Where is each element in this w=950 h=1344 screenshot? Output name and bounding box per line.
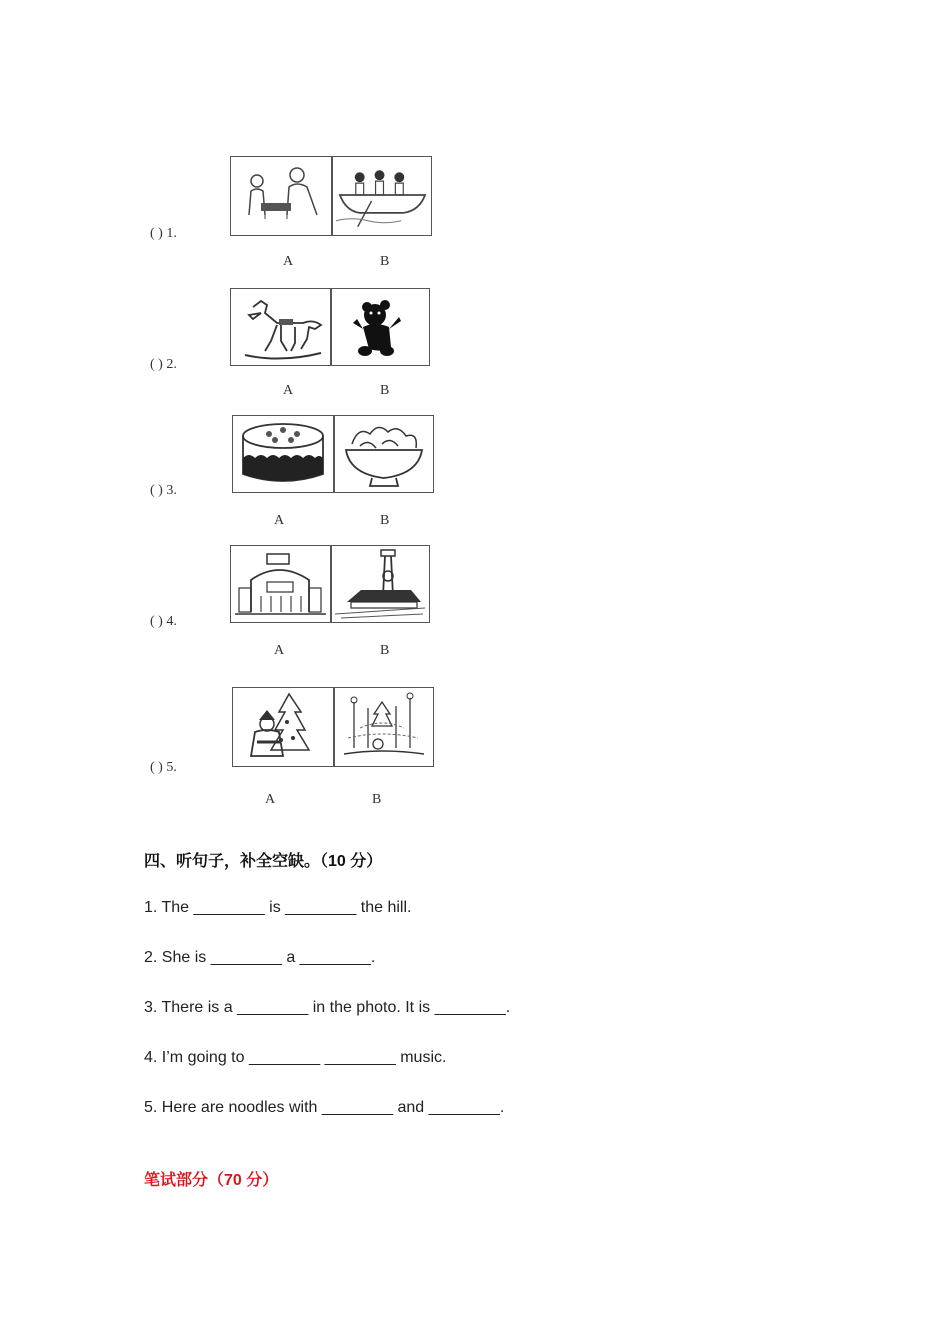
answer-blank-5[interactable]: ( ) 5.: [150, 760, 177, 775]
option-b-label-4: B: [380, 643, 390, 658]
option-a-label-5: A: [265, 792, 276, 807]
option-b-label-1: B: [380, 254, 390, 269]
answer-blank-2[interactable]: ( ) 2.: [150, 357, 177, 372]
option-b-label-2: B: [380, 383, 390, 398]
written-part-heading: 笔试部分（70 分）: [144, 1172, 279, 1189]
option-a-label-2: A: [283, 383, 294, 398]
option-b-label-5: B: [372, 792, 382, 807]
answer-blank-3[interactable]: ( ) 3.: [150, 483, 177, 498]
fill-blank-sentence-4: 4. I’m going to ________ ________ music.: [144, 1049, 447, 1066]
fill-blank-sentence-5: 5. Here are noodles with ________ and ________.: [144, 1099, 505, 1116]
cake-icon: [233, 416, 333, 492]
fill-blank-sentence-3: 3. There is a ________ in the photo. It is ________.: [144, 999, 511, 1016]
picture-box-3: [232, 415, 434, 493]
option-b-label-3: B: [380, 513, 390, 528]
tv-tower-icon: [331, 546, 429, 622]
answer-blank-1[interactable]: ( ) 1.: [150, 226, 177, 241]
christmas-decorations-icon: [334, 688, 433, 766]
rowing-boat-icon: [332, 157, 431, 235]
santa-christmas-tree-icon: [233, 688, 333, 766]
option-a-label-4: A: [274, 643, 285, 658]
supermarket-building-icon: [231, 546, 330, 622]
fill-blank-sentence-1: 1. The ________ is ________ the hill.: [144, 899, 412, 916]
teddy-bear-icon: [331, 289, 429, 365]
fill-blank-sentence-2: 2. She is ________ a ________.: [144, 949, 376, 966]
answer-blank-4[interactable]: ( ) 4.: [150, 614, 177, 629]
option-a-label-1: A: [283, 254, 294, 269]
picture-box-1: [230, 156, 432, 236]
option-a-label-3: A: [274, 513, 285, 528]
picture-box-4: [230, 545, 430, 623]
picture-box-2: [230, 288, 430, 366]
picture-box-5: [232, 687, 434, 767]
dumplings-bowl-icon: [334, 416, 433, 492]
playing-chess-icon: [231, 157, 331, 235]
toy-horse-icon: [231, 289, 330, 365]
section-4-heading: 四、听句子，补全空缺。（10 分）: [144, 853, 383, 870]
